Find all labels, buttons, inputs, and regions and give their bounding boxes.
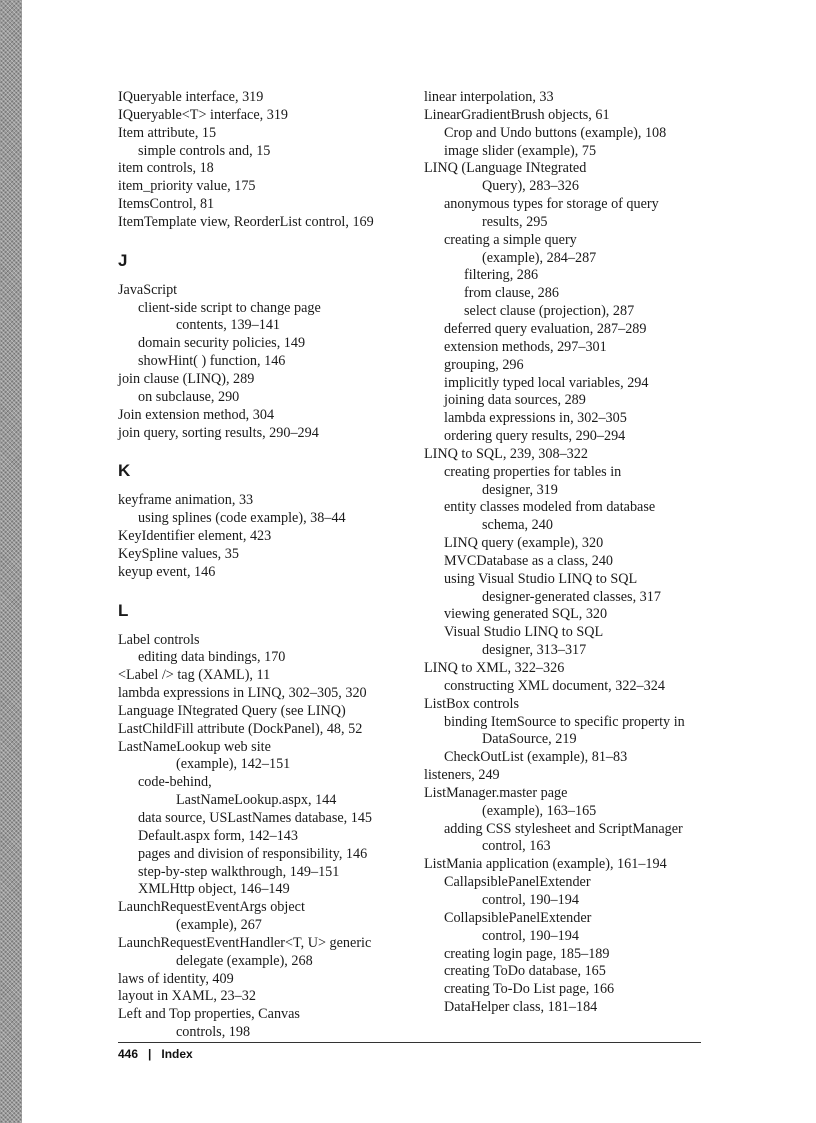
index-letter-heading: K — [118, 461, 131, 481]
index-entry: LinearGradientBrush objects, 61 — [424, 106, 610, 123]
index-subentry: creating To-Do List page, 166 — [444, 981, 615, 998]
index-subentry: using splines (code example), 38–44 — [138, 510, 346, 527]
index-subentry: joining data sources, 289 — [444, 392, 586, 409]
footer-rule — [118, 1042, 701, 1043]
index-entry: ItemsControl, 81 — [118, 196, 215, 213]
index-subentry: grouping, 296 — [444, 356, 524, 373]
index-subentry: binding ItemSource to specific property in — [444, 713, 685, 730]
index-entry-continuation: LastNameLookup.aspx, 144 — [176, 792, 337, 809]
index-letter-heading: J — [118, 250, 128, 270]
index-subentry: using Visual Studio LINQ to SQL — [444, 570, 638, 587]
index-entry-continuation: designer, 319 — [482, 481, 558, 498]
index-subentry: data source, USLastNames database, 145 — [138, 810, 373, 826]
index-subentry: LINQ query (example), 320 — [444, 535, 604, 552]
index-column-left — [118, 89, 408, 1042]
index-entry-continuation: designer-generated classes, 317 — [482, 588, 661, 605]
index-entry-continuation: DataSource, 219 — [482, 731, 577, 748]
index-entry: linear interpolation, 33 — [424, 89, 554, 105]
index-entry-continuation: schema, 240 — [482, 517, 553, 534]
page-footer — [118, 1047, 193, 1061]
index-entry: Item attribute, 15 — [118, 124, 217, 141]
index-subentry: creating login page, 185–189 — [444, 945, 610, 962]
index-subentry: editing data bindings, 170 — [138, 649, 286, 666]
index-entry-continuation: (example), 163–165 — [482, 802, 597, 819]
index-entry-continuation: contents, 139–141 — [176, 317, 281, 334]
index-entry: Left and Top properties, Canvas — [118, 1006, 300, 1023]
index-entry-continuation: designer, 313–317 — [482, 642, 587, 659]
index-subentry: deferred query evaluation, 287–289 — [444, 320, 647, 337]
index-entry: ListMania application (example), 161–194 — [424, 856, 667, 873]
index-subentry: pages and division of responsibility, 146 — [138, 845, 368, 862]
index-entry: JavaScript — [118, 281, 178, 298]
index-entry-continuation: (example), 267 — [176, 917, 262, 934]
index-entry: layout in XAML, 23–32 — [118, 988, 256, 1005]
index-entry: ListBox controls — [424, 695, 519, 712]
index-subentry: Visual Studio LINQ to SQL — [444, 624, 604, 641]
index-entry: lambda expressions in LINQ, 302–305, 320 — [118, 685, 367, 702]
index-entry-continuation: delegate (example), 268 — [176, 952, 313, 969]
index-entry: <Label /> tag (XAML), 11 — [118, 667, 271, 684]
index-entry: Label controls — [118, 631, 200, 648]
index-subentry: client-side script to change page — [138, 299, 321, 316]
index-entry-continuation: (example), 284–287 — [482, 249, 597, 266]
index-column-right — [424, 89, 714, 1017]
index-entry: LINQ (Language INtegrated — [424, 160, 587, 177]
index-subentry: simple controls and, 15 — [138, 142, 271, 159]
index-entry-continuation: results, 295 — [482, 213, 548, 230]
index-subentry: creating properties for tables in — [444, 463, 622, 480]
index-subentry: Default.aspx form, 142–143 — [138, 827, 298, 844]
index-entry-continuation: control, 163 — [482, 838, 551, 855]
index-subentry: constructing XML document, 322–324 — [444, 677, 665, 694]
index-subentry: adding CSS stylesheet and ScriptManager — [444, 820, 683, 837]
index-subentry: MVCDatabase as a class, 240 — [444, 552, 614, 569]
index-subentry: creating ToDo database, 165 — [444, 963, 606, 980]
index-entry: ItemTemplate view, ReorderList control, 169 — [118, 213, 374, 230]
index-entry: LaunchRequestEventHandler<T, U> generic — [118, 934, 372, 951]
index-subentry: DataHelper class, 181–184 — [444, 999, 598, 1016]
index-entry: item controls, 18 — [118, 160, 214, 177]
index-subentry: XMLHttp object, 146–149 — [138, 881, 290, 898]
index-entry: LINQ to XML, 322–326 — [424, 660, 565, 676]
index-subentry: extension methods, 297–301 — [444, 338, 607, 355]
index-entry: LINQ to SQL, 239, 308–322 — [424, 445, 588, 462]
index-subentry: select clause (projection), 287 — [464, 303, 635, 320]
index-subentry: from clause, 286 — [464, 285, 559, 302]
index-entry: item_priority value, 175 — [118, 178, 256, 195]
index-entry: KeySpline values, 35 — [118, 545, 239, 562]
index-subentry: viewing generated SQL, 320 — [444, 606, 608, 623]
index-entry-continuation: controls, 198 — [176, 1024, 251, 1041]
index-entry: ListManager.master page — [424, 784, 568, 801]
index-subentry: code-behind, — [138, 774, 212, 791]
section-title: Index — [161, 1047, 193, 1061]
scanned-page-edge — [0, 0, 22, 1123]
index-entry: IQueryable interface, 319 — [118, 89, 264, 105]
index-subentry: filtering, 286 — [464, 267, 539, 284]
index-subentry: CollapsiblePanelExtender — [444, 909, 592, 926]
index-entry: KeyIdentifier element, 423 — [118, 528, 272, 545]
index-subentry: Crop and Undo buttons (example), 108 — [444, 124, 667, 141]
index-entry: keyframe animation, 33 — [118, 492, 254, 509]
index-entry: listeners, 249 — [424, 767, 500, 784]
index-entry-continuation: (example), 142–151 — [176, 756, 291, 773]
index-subentry: anonymous types for storage of query — [444, 196, 659, 213]
index-subentry: showHint( ) function, 146 — [138, 353, 286, 370]
index-entry: laws of identity, 409 — [118, 970, 234, 987]
index-entry: join query, sorting results, 290–294 — [118, 424, 319, 441]
index-subentry: entity classes modeled from database — [444, 499, 656, 516]
index-subentry: CallapsiblePanelExtender — [444, 874, 591, 891]
index-entry: join clause (LINQ), 289 — [118, 370, 255, 387]
page-number: 446 — [118, 1047, 139, 1061]
index-subentry: on subclause, 290 — [138, 388, 240, 405]
index-entry-continuation: Query), 283–326 — [482, 178, 579, 195]
index-entry: LaunchRequestEventArgs object — [118, 899, 305, 916]
index-entry: LastChildFill attribute (DockPanel), 48, 52 — [118, 720, 363, 737]
index-subentry: implicitly typed local variables, 294 — [444, 374, 649, 391]
index-subentry: domain security policies, 149 — [138, 335, 306, 352]
index-subentry: CheckOutList (example), 81–83 — [444, 749, 628, 766]
footer-separator: | — [148, 1047, 152, 1061]
index-entry: LastNameLookup web site — [118, 738, 271, 755]
index-letter-heading: L — [118, 600, 129, 620]
index-subentry: lambda expressions in, 302–305 — [444, 410, 627, 427]
index-entry: keyup event, 146 — [118, 563, 216, 580]
index-entry: IQueryable<T> interface, 319 — [118, 106, 289, 123]
index-subentry: step-by-step walkthrough, 149–151 — [138, 863, 340, 880]
index-subentry: creating a simple query — [444, 231, 577, 248]
index-entry-continuation: control, 190–194 — [482, 927, 579, 944]
index-entry-continuation: control, 190–194 — [482, 891, 579, 908]
index-subentry: image slider (example), 75 — [444, 142, 597, 159]
index-entry: Language INtegrated Query (see LINQ) — [118, 702, 346, 719]
index-entry: Join extension method, 304 — [118, 406, 275, 423]
index-subentry: ordering query results, 290–294 — [444, 428, 626, 445]
